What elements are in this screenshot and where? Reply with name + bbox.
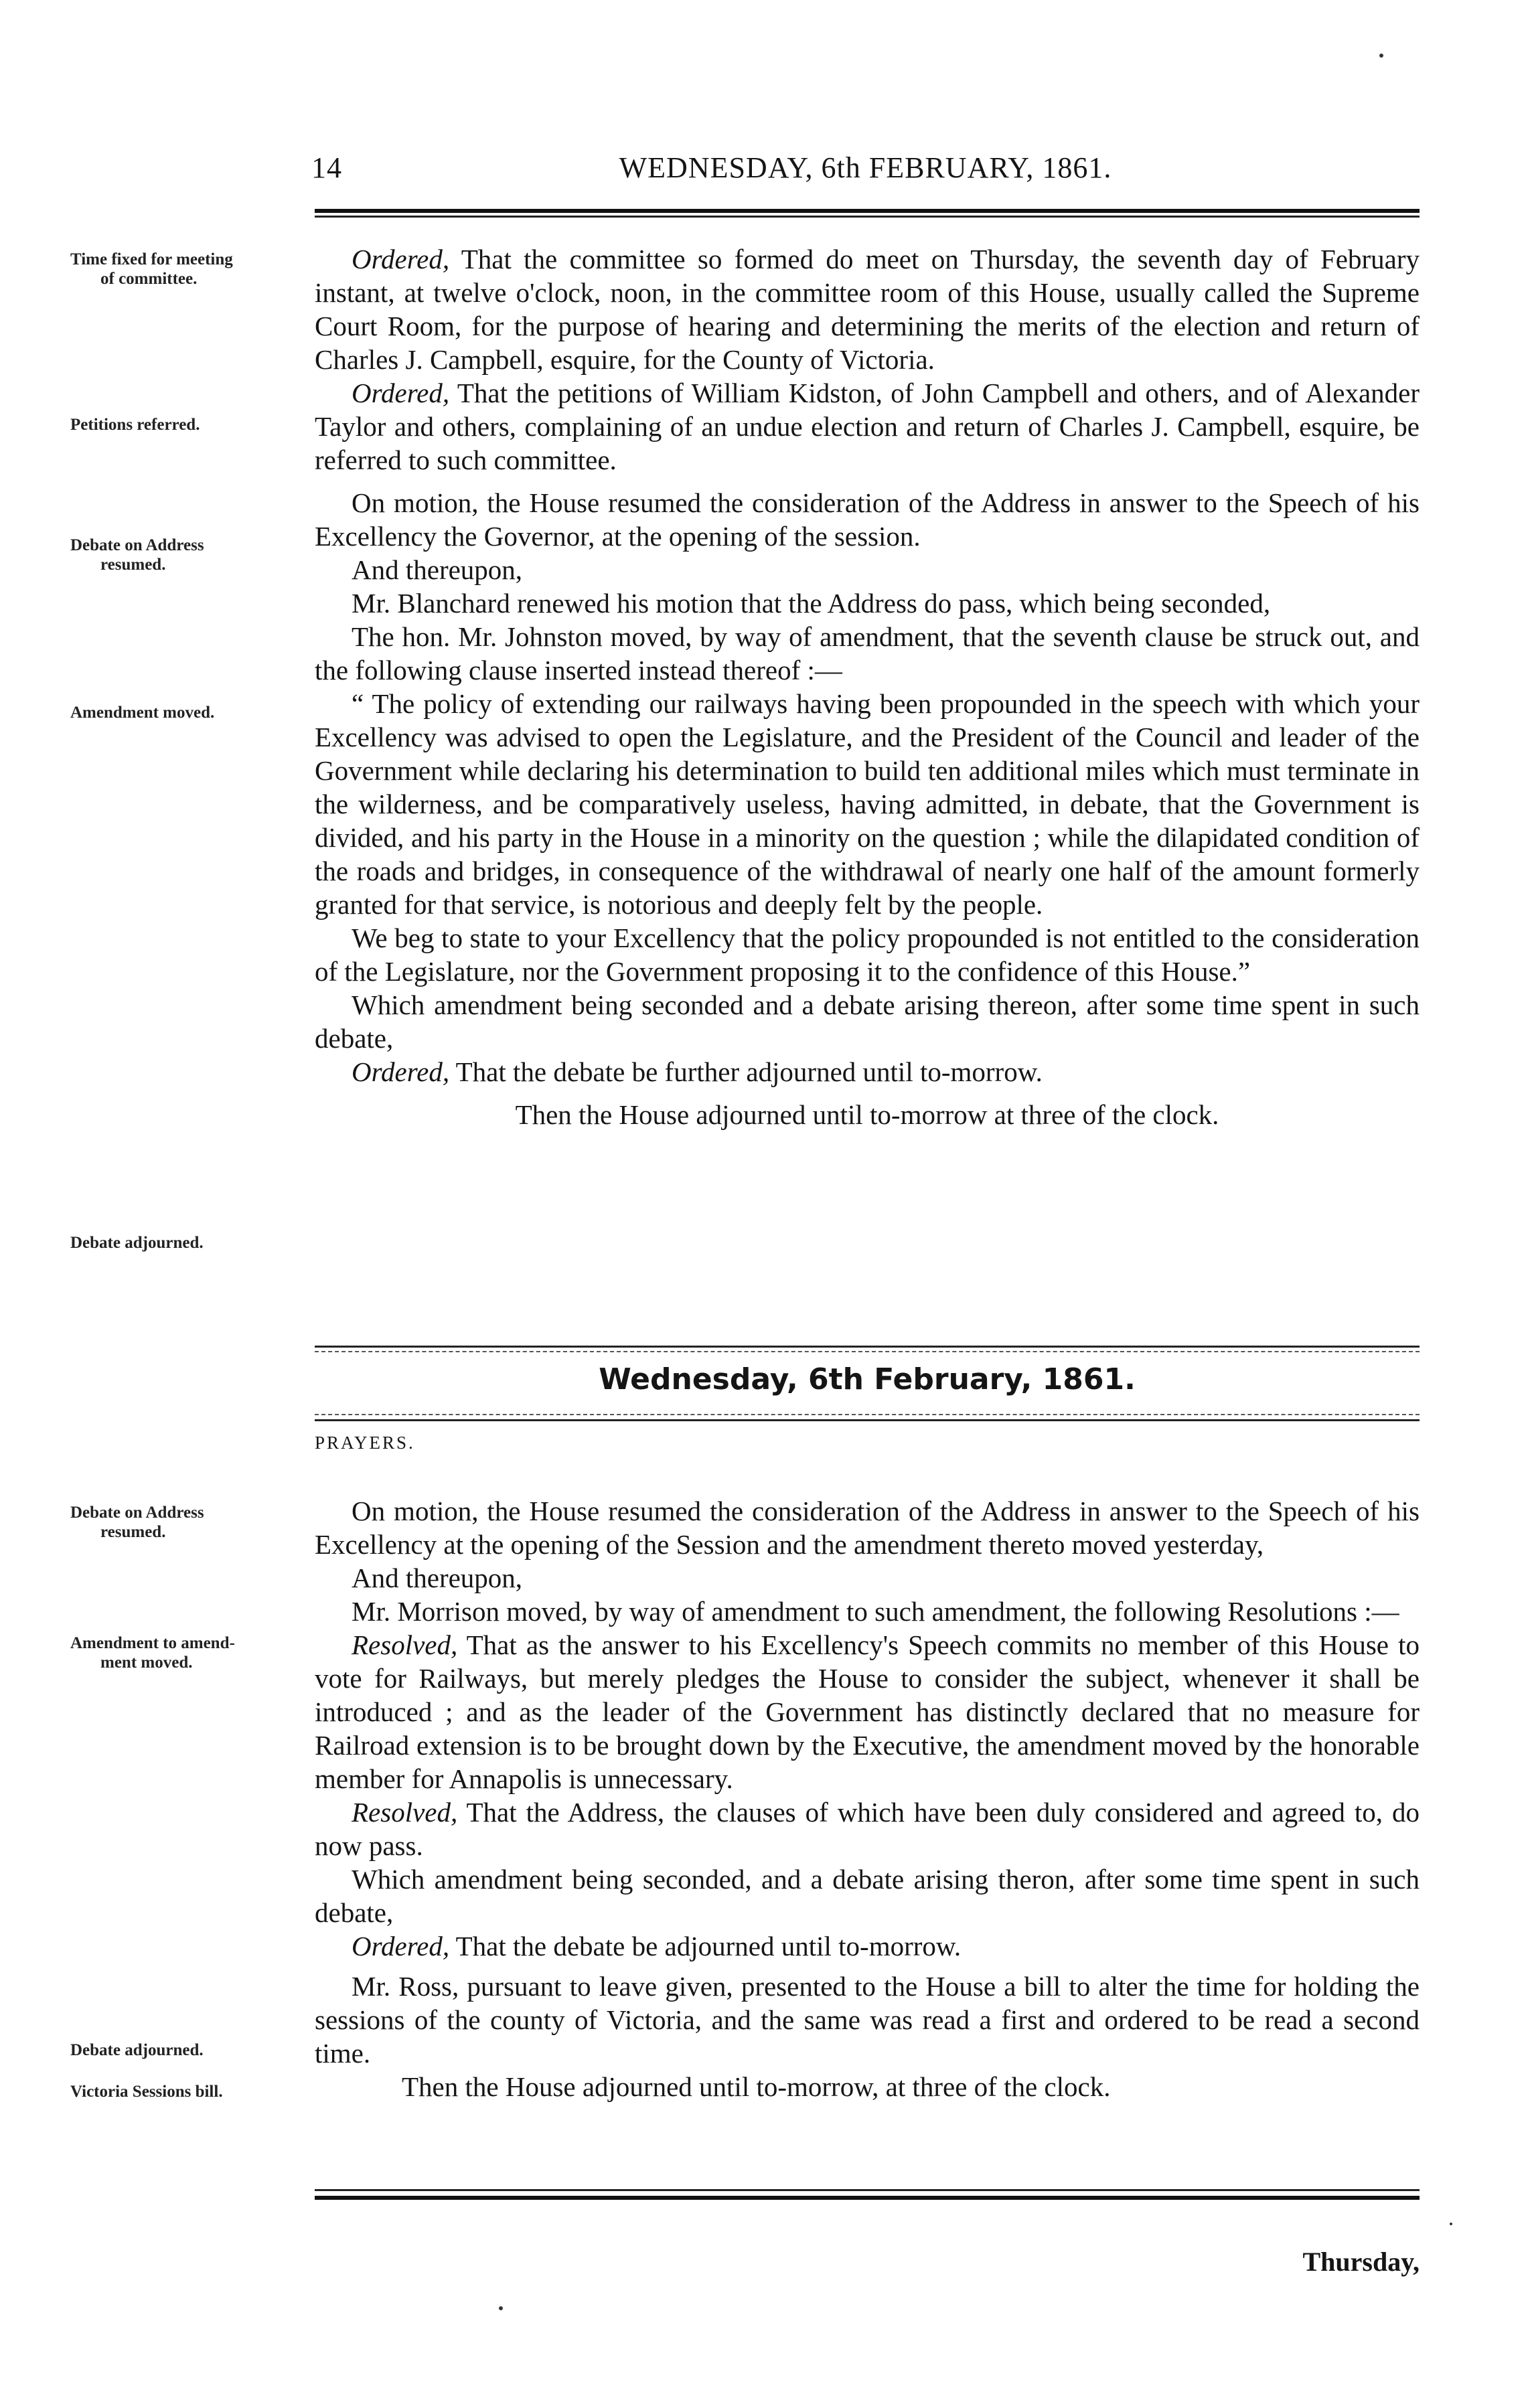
section-2-heading: Wednesday, 6th February, 1861. [599,1362,1136,1396]
ordered-label: Ordered, [352,244,450,274]
margin-note-line: Amendment moved. [70,704,215,722]
margin-note-line: Time fixed for meeting [70,250,233,268]
resolved-label: Resolved, [352,1629,458,1660]
section-heading-rule [315,1414,1420,1415]
print-speck [1450,2223,1452,2225]
margin-note-line: resumed. [100,556,166,574]
margin-note-line: of committee. [100,270,198,288]
paragraph [315,376,1420,477]
margin-note-time-fixed [70,250,298,289]
catchword: Thursday, [1302,2247,1420,2277]
section-rule [315,1346,1420,1348]
paragraph: And thereupon, [352,1562,523,1593]
section-1-body [315,242,1420,1131]
paragraph: Which amendment being seconded, and a debate arising theron, after some time spent in such debate, [315,1864,1420,1928]
ordered-label: Ordered, [352,378,450,408]
resolution [315,1628,1420,1795]
margin-note-debate-resumed-2 [70,1503,298,1542]
print-speck [499,2306,503,2310]
section-rule-dotted [315,1351,1420,1352]
margin-note-debate-adjourned-2 [70,2040,298,2060]
ordered-label: Ordered, [352,1056,450,1087]
running-header [311,151,1420,197]
adjournment-line: Then the House adjourned until to-morrow, at three of the clock. [402,2071,1111,2102]
margin-note-line: ment moved. [100,1654,193,1672]
margin-note-line: Debate on Address [70,536,204,554]
margin-note-debate-resumed [70,536,298,574]
paragraph-text: That the debate be further adjourned until to-morrow. [455,1056,1043,1087]
paragraph: On motion, the House resumed the consideration of the Address in answer to the Speech of his Excellency at the opening of the Session and the amendment thereto moved yesterday, [315,1496,1420,1560]
ordered-label: Ordered, [352,1931,450,1961]
paragraph: And thereupon, [352,554,523,585]
paragraph: The hon. Mr. Johnston moved, by way of amendment, that the seventh clause be struck out, and the following clause inserted instead thereof :— [315,621,1420,686]
paragraph: Mr. Blanchard renewed his motion that the Address do pass, which being seconded, [352,588,1271,619]
margin-note-line: Debate adjourned. [70,1234,204,1252]
header-title: WEDNESDAY, 6th FEBRUARY, 1861. [619,151,1112,184]
margin-note-line: resumed. [100,1523,166,1541]
header-rule-thin [315,216,1420,218]
margin-note-line: Debate on Address [70,1504,204,1522]
paragraph [315,242,1420,376]
margin-note-petitions [70,415,298,434]
quoted-paragraph: “ The policy of extending our railways having been propounded in the speech with which your Excellency was advised to open the Legislature, and the President of the Council and leader of the Government while declaring his determination to build ten additional miles which must terminate in the wilderness, and be comparatively useless, having admitted, in debate, that the Government is divided, and his party in the House in a minority on the question ; while the dilapidated condition of the roads and bridges, in consequence of the withdrawal of nearly one half of the amount formerly granted for that service, is notorious and deeply felt by the people. [315,688,1420,920]
margin-note-line: Amendment to amend- [70,1634,235,1652]
paragraph: Which amendment being seconded and a debate arising thereon, after some time spent in such debate, [315,989,1420,1054]
margin-note-line: Victoria Sessions bill. [70,2083,223,2101]
prayers-label: PRAYERS. [315,1433,415,1453]
adjournment-line: Then the House adjourned until to-morrow at three of the clock. [515,1099,1219,1130]
page-number: 14 [311,151,342,184]
paragraph-text: That the debate be adjourned until to-morrow. [455,1931,962,1961]
margin-note-debate-adjourned [70,1233,298,1253]
footer-rule-thick [315,2196,1420,2200]
paragraph-text: That as the answer to his Excellency's Speech commits no member of this House to vote for Railways, but merely pledges the House to consider the subject, whenever it shall be introduced ; and as the leader of the Government has distinctly declared that no measure for Railroad extension is to be brought down by the Executive, the amendment moved by the honorable member for Annapolis is unnecessary. [315,1629,1420,1794]
quoted-paragraph: We beg to state to your Excellency that the policy propounded is not entitled to the consideration of the Legislature, nor the Government proposing it to the confidence of this House.” [315,922,1420,987]
paragraph: Mr. Morrison moved, by way of amendment to such amendment, the following Resolutions :— [352,1596,1399,1627]
margin-note-amendment-to-amendment [70,1633,298,1672]
paragraph [315,1055,1420,1089]
section-2-body [315,1494,1420,2103]
margin-note-line: Petitions referred. [70,416,200,434]
margin-note-line: Debate adjourned. [70,2041,204,2059]
section-heading-rule-thin [315,1419,1420,1421]
resolution [315,1795,1420,1862]
footer-rule [315,2189,1420,2191]
paragraph: Mr. Ross, pursuant to leave given, presented to the House a bill to alter the time for holding the sessions of the county of Victoria, and the same was read a first and ordered to be read a second time. [315,1971,1420,2069]
resolved-label: Resolved, [352,1797,458,1828]
print-speck [1379,54,1383,58]
margin-note-amendment [70,703,298,722]
margin-note-victoria-bill [70,2082,298,2101]
paragraph-text: That the petitions of William Kidston, of John Campbell and others, and of Alexander Taylor and others, complaining of an undue election and return of Charles J. Campbell, esquire, be referred to such committee. [315,378,1420,475]
header-rule [315,209,1420,213]
paragraph [315,1929,1420,1963]
paragraph: On motion, the House resumed the consideration of the Address in answer to the Speech of his Excellency the Governor, at the opening of the session. [315,487,1420,552]
paragraph-text: That the Address, the clauses of which have been duly considered and agreed to, do now pass. [315,1797,1420,1861]
paragraph-text: That the committee so formed do meet on Thursday, the seventh day of February instant, at twelve o'clock, noon, in the committee room of this House, usually called the Supreme Court Room, for the purpose of hearing and determining the merits of the election and return of Charles J. Campbell, esquire, for the County of Victoria. [315,244,1420,375]
